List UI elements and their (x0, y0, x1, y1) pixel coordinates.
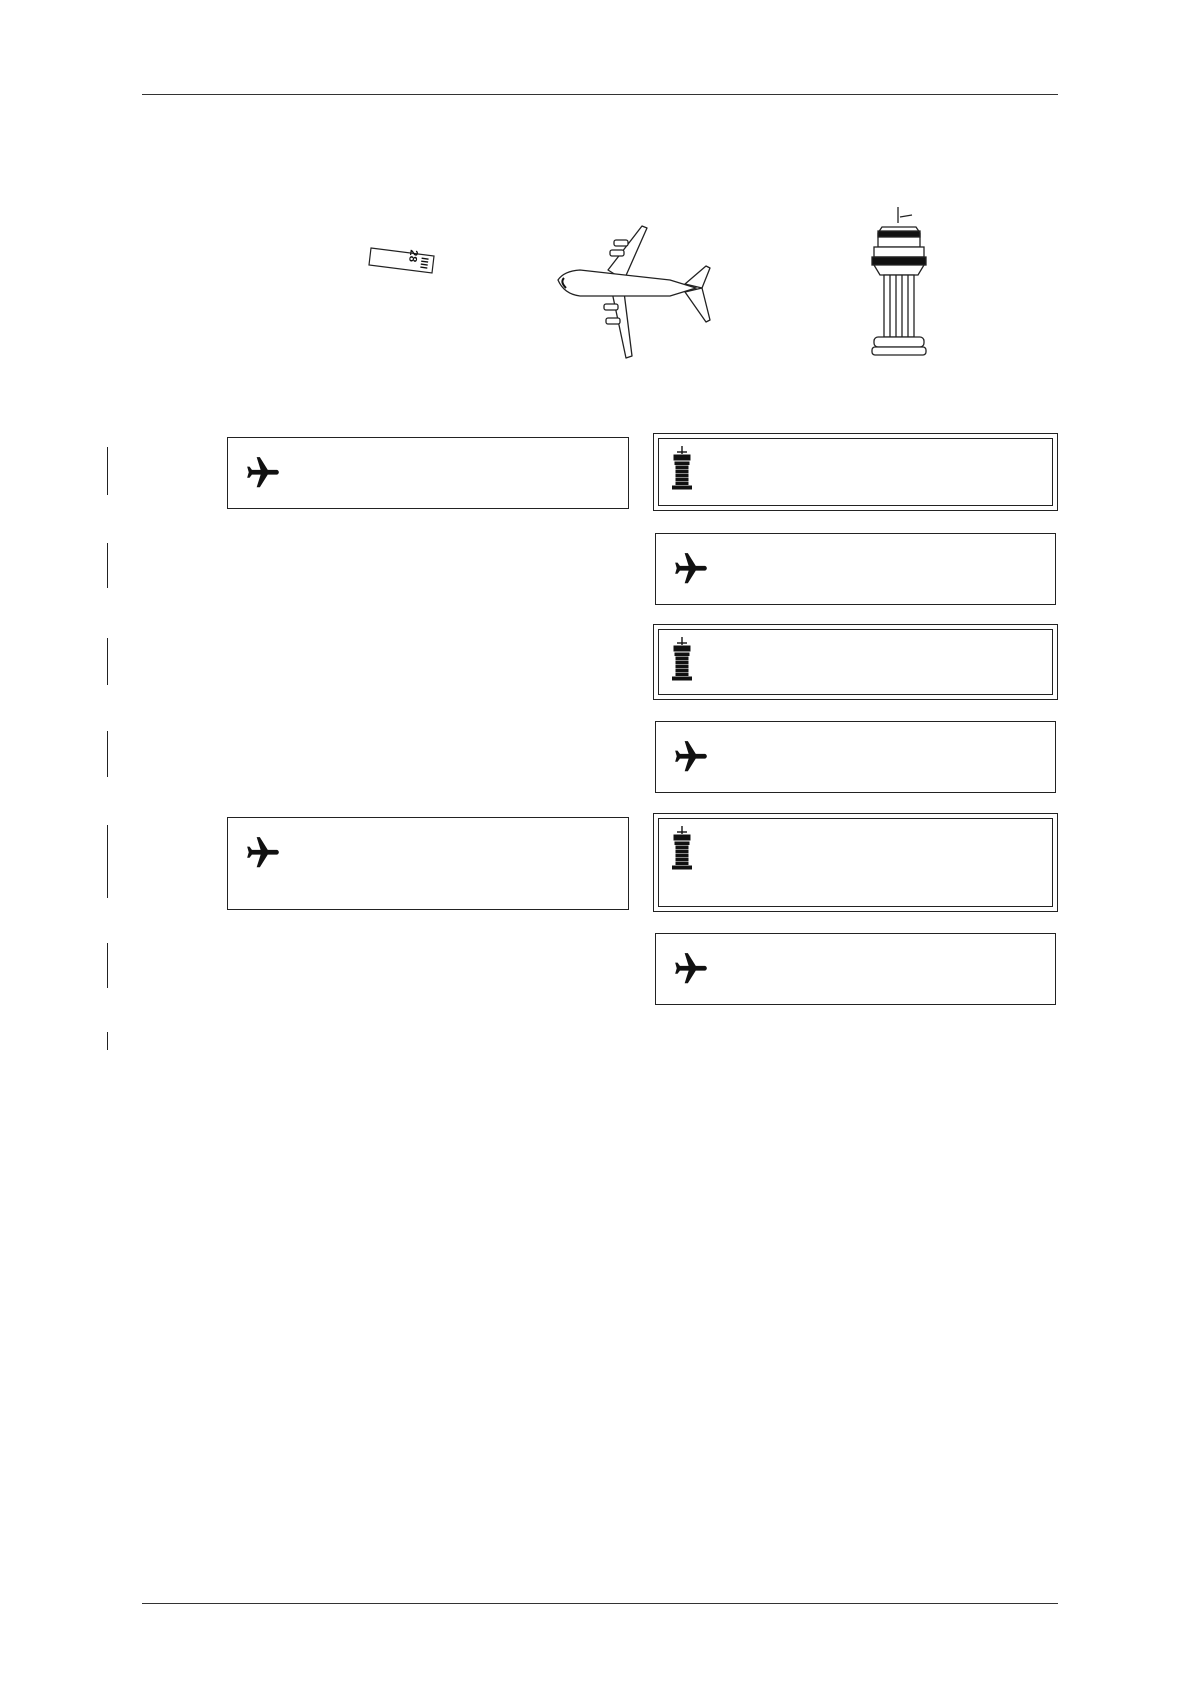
runway-number: 28 (406, 249, 420, 263)
airplane-icon (244, 454, 282, 492)
change-bar (107, 1032, 108, 1050)
airplane-icon (672, 738, 710, 776)
runway-illustration (368, 245, 438, 275)
change-bar (107, 638, 108, 685)
pilot-message-box (655, 721, 1056, 793)
pilot-message-box (655, 533, 1056, 605)
atc-message-box (653, 813, 1058, 912)
aircraft-illustration (550, 222, 720, 362)
atc-message-box (653, 433, 1058, 511)
header-rule (142, 94, 1058, 95)
atc-message-inner-frame (658, 438, 1053, 506)
change-bar (107, 447, 108, 495)
control-tower-icon (672, 637, 692, 681)
airplane-icon (672, 550, 710, 588)
change-bar (107, 731, 108, 777)
change-bar (107, 543, 108, 588)
pilot-message-box (227, 817, 629, 910)
airplane-icon (244, 834, 282, 872)
footer-rule (142, 1603, 1058, 1604)
change-bar (107, 825, 108, 898)
airplane-icon (672, 950, 710, 988)
atc-message-inner-frame (658, 629, 1053, 695)
control-tower-icon (672, 826, 692, 870)
control-tower-illustration (860, 205, 950, 365)
change-bar (107, 943, 108, 988)
pilot-message-box (227, 437, 629, 509)
atc-message-box (653, 624, 1058, 700)
control-tower-icon (672, 446, 692, 490)
pilot-message-box (655, 933, 1056, 1005)
atc-message-inner-frame (658, 818, 1053, 907)
